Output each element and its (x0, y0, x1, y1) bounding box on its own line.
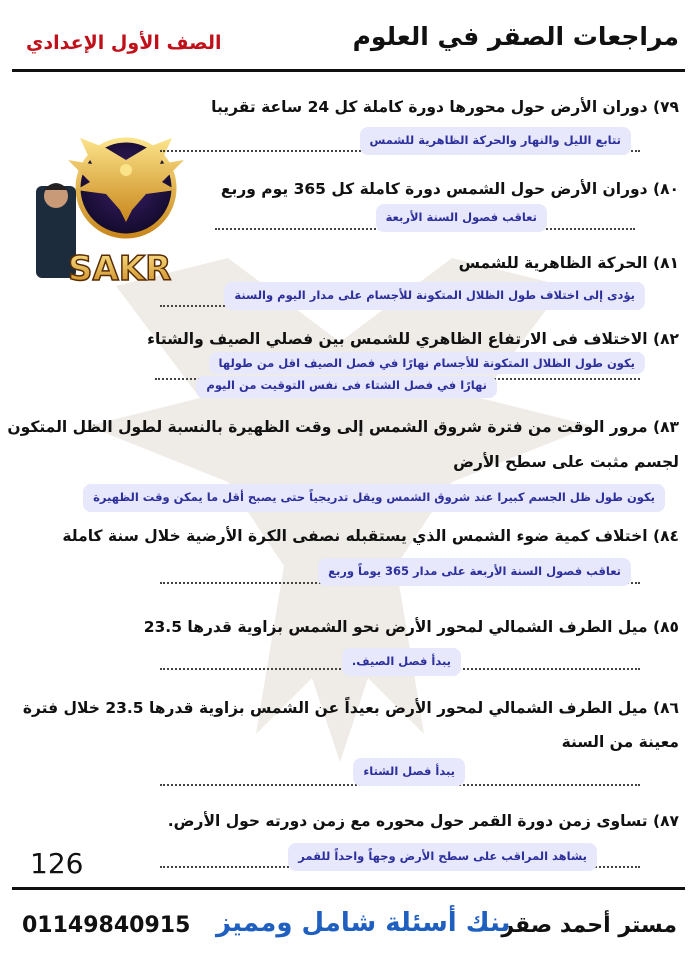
question-81: ٨١) الحركة الظاهرية للشمس (458, 254, 679, 272)
answer-87: يشاهد المراقب على سطح الأرض وجهاً واحداً للقمر (288, 843, 597, 871)
answer-84: تعاقب فصول السنة الأربعة على مدار 365 يوماً وربع (318, 558, 631, 586)
logo-text: SAKR (68, 249, 172, 289)
answer-83: يكون طول ظل الجسم كبيرا عند شروق الشمس ويقل تدريجياً حتى يصبح أقل ما يمكن وقت الظهيرة (83, 484, 665, 512)
question-83: ٨٣) مرور الوقت من فترة شروق الشمس إلى وقت الظهيرة بالنسبة لطول الظل المتكون (7, 418, 679, 436)
page-footer (0, 895, 697, 960)
header-divider (12, 69, 685, 72)
header-grade: الصف الأول الإعدادي (26, 32, 222, 54)
answer-80: تعاقب فصول السنة الأربعة (376, 204, 547, 232)
header-title: مراجعات الصقر في العلوم (352, 22, 679, 51)
answer-85: يبدأ فصل الصيف. (342, 648, 461, 676)
answer-82-line-2: نهارًا في فصل الشتاء فى نفس التوقيت من اليوم (196, 376, 497, 398)
answer-79: تتابع الليل والنهار والحركة الظاهرية للشمس (360, 127, 631, 155)
question-86: ٨٦) ميل الطرف الشمالي لمحور الأرض بعيداً عن الشمس بزاوية قدرها 23.5 خلال فترة (22, 699, 679, 717)
question-79: ٧٩) دوران الأرض حول محورها دورة كاملة كل 24 ساعة تقريبا (211, 98, 679, 116)
question-83-continued: لجسم مثبت على سطح الأرض (453, 453, 679, 471)
answer-82-line-1: يكون طول الظلال المتكونة للأجسام نهارًا في فصل الصيف اقل من طولها (209, 352, 645, 374)
page-header (0, 0, 697, 72)
footer-author: مستر أحمد صقر (501, 913, 677, 938)
question-87: ٨٧) تساوى زمن دورة القمر حول محوره مع زمن دورته حول الأرض. (167, 812, 679, 830)
page-number: 126 (30, 847, 84, 880)
answer-86: يبدأ فصل الشتاء (353, 758, 465, 786)
footer-slogan: بنك أسئلة شامل ومميز (216, 908, 511, 938)
question-85: ٨٥) ميل الطرف الشمالي لمحور الأرض نحو الشمس بزاوية قدرها 23.5 (143, 618, 679, 636)
question-80: ٨٠) دوران الأرض حول الشمس دورة كاملة كل 365 يوم وربع (220, 180, 679, 198)
question-82: ٨٢) الاختلاف فى الارتفاع الظاهري للشمس بين فصلي الصيف والشتاء (147, 330, 679, 348)
question-86-continued: معينة من السنة (561, 733, 679, 751)
footer-divider (12, 887, 685, 890)
sakr-logo (28, 130, 198, 290)
question-84: ٨٤) اختلاف كمية ضوء الشمس الذي يستقبله نصفى الكرة الأرضية خلال سنة كاملة (62, 527, 679, 545)
footer-phone: 01149840915 (22, 913, 191, 938)
answer-81: يؤدى إلى اختلاف طول الظلال المتكونة للأجسام على مدار اليوم والسنة (224, 282, 645, 310)
